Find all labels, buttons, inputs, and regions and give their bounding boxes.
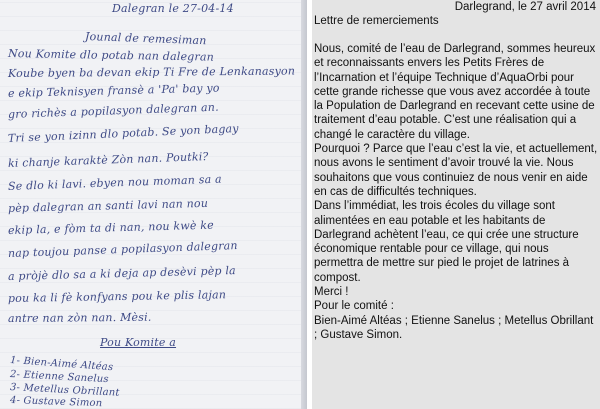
letter-line: Se dlo ki lavi. ebyen nou moman sa a (7, 172, 223, 193)
letter-line: e ekip Teknisyen fransè a 'Pa' bay yo (7, 81, 220, 100)
signatory: 3- Metellus Obrillant (9, 382, 120, 399)
transcript-title: Lettre de remerciements (314, 15, 439, 27)
letter-line: ki chanje karaktè Zòn nan. Poutki? (7, 150, 209, 170)
letter-line: antre nan zòn nan. Mèsi. (7, 310, 152, 325)
transcript-paragraph: Dans l’immédiat, les trois écoles du village sont alimentées en eau potable et les habitants de Darlegrand achètent l’eau, ce qui crée une structure économique rentable pour ce village, qui nous permettra de mettre sur pied le projet de latrines à compost. (314, 200, 579, 284)
transcript-signatures: Bien-Aimé Altéas ; Etienne Sanelus ; Metellus Obrillant ; Gustave Simon. (314, 314, 594, 341)
signatory: 2- Etienne Sanelus (9, 369, 110, 386)
letter-line: nap toujou panse a popilasyon dalegran (7, 238, 238, 260)
signatory: 1- Bien-Aimé Altéas (9, 355, 114, 374)
letter-line: Nou Komite dlo potab nan dalegran (7, 47, 215, 64)
transcript-date: Darlegrand, le 27 avril 2014 (454, 1, 596, 13)
letter-place-date: Dalegran le 27-04-14 (112, 2, 234, 15)
letter-line: ekip la, e fòm ta di nan, nou kwè ke (7, 218, 215, 237)
letter-line: a pròjè dlo sa a ki deja ap desèvi pèp la (7, 264, 237, 283)
letter-line: pou ka li fè konfyans pou ke plis lajan (7, 288, 227, 305)
transcript-body (314, 42, 598, 342)
transcript-paragraph: Pour le comité : (314, 300, 394, 313)
letter-subject: Jounal de remesiman (84, 30, 207, 48)
letter-line: Tri se yon izinn dlo potab. Se yon bagay (7, 121, 239, 145)
scan-edge-shadow (301, 0, 307, 409)
transcript-paragraph: Nous, comité de l’eau de Darlegrand, sommes heureux et reconnaissants envers les Petits Frères de l’Incarnation et l’équipe Technique d’AquaOrbi pour cette grande richesse que vous avez accordée à toute la Population de Darlegrand en recevant cette usine de traitement d’eau potable. C’est une réalisation qui a changé le caractère du village. (314, 43, 596, 141)
letter-line: gro richès a popilasyon dalegran an. (7, 100, 220, 121)
signatory: 4- Gustave Simon (9, 395, 103, 409)
transcript-paragraph: Pourquoi ? Parce que l’eau c’est la vie, et actuellement, nous avons le sentiment d’avoir trouvé la vie. Nous souhaitons que vous continuiez de nous venir en aide en cas de difficultés techniques. (314, 143, 598, 198)
letter-line: Koube byen ba devan ekip Ti Fre de Lenkanasyon (7, 64, 296, 80)
typed-transcription (312, 0, 600, 409)
letter-line: pèp dalegran an santi lavi nan nou (7, 196, 209, 215)
transcript-paragraph: Merci ! (314, 286, 349, 299)
letter-closing: Pou Komite a (100, 336, 177, 349)
